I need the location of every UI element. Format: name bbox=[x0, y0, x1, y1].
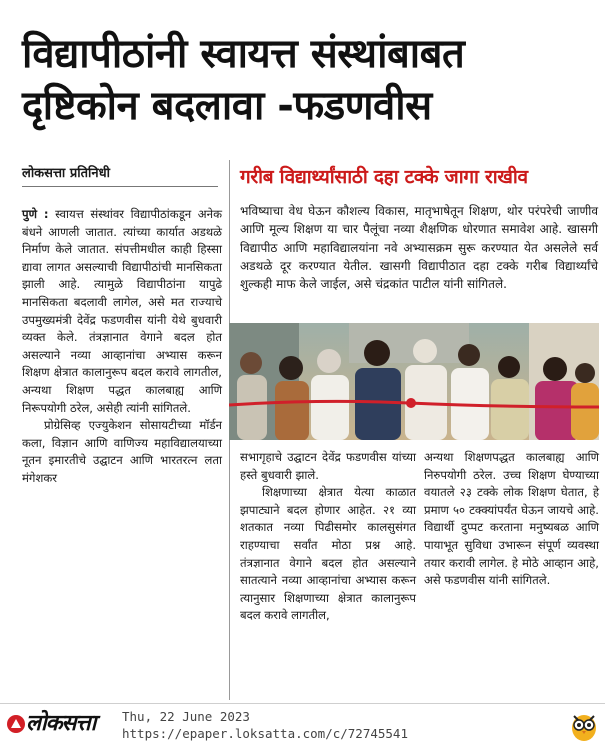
footer bbox=[0, 703, 605, 746]
article-column-2 bbox=[240, 449, 416, 625]
loksatta-logo bbox=[6, 712, 116, 738]
epaper-url[interactable]: https://epaper.loksatta.com/c/72745541 bbox=[122, 726, 408, 741]
publication-meta bbox=[122, 708, 408, 742]
byline: लोकसत्ता प्रतिनिधी bbox=[22, 163, 218, 187]
paragraph-2: प्रोग्रेसिव्ह एज्युकेशन सोसायटीच्या मॉर्डन कला, विज्ञान आणि वाणिज्य महाविद्यालयाच्या नूतन इमारतीचे उद्घाटन आणि भारतरत्न लता मंगेशकर bbox=[22, 418, 222, 485]
paragraph-3: सभागृहाचे उद्घाटन देवेंद्र फडणवीस यांच्या हस्ते बुधवारी झाले. bbox=[240, 450, 416, 482]
headline-line-1: विद्यापीठांनी स्वायत्त संस्थांबाबत bbox=[22, 31, 465, 77]
paragraph-5: अन्यथा शिक्षणपद्धत कालबाह्य आणि निरुपयोगी ठरेल. उच्च शिक्षण घेण्याच्या वयातले २३ टक्के लोक शिक्षण घेतात, हे प्रमाण ५० टक्क्यांपर्यंत घेऊन जायचे आहे. विद्यार्थी दुप्पट करताना मनुष्यबळ आणि पायाभूत सुविधा उभारून संपूर्ण व्यवस्था तयार करावी लागेल. हे मोठे आव्हान आहे, असे फडणवीस यांनी सांगितले. bbox=[424, 450, 599, 588]
intro-paragraph: भविष्याचा वेध घेऊन कौशल्य विकास, मातृभाषेतून शिक्षण, थोर परंपरेची जाणीव आणि मूल्य शिक्षण या चार पैलूंचा नव्या शैक्षणिक धोरणात समावेश आहे. खासगी विद्यापीठ आणि महाविद्यालयांना नवे अभ्यासक्रम सुरू करण्यात येत असलेले सर्व अडथळे दूर करण्यात येतील. खासगी विद्यापीठात दहा टक्के गरीब विद्यार्थ्यांचे शुल्कही माफ केले जाईल, असे चंद्रकांत पाटील यांनी सांगितले. bbox=[240, 204, 598, 292]
event-photo bbox=[229, 323, 599, 440]
article-column-3 bbox=[424, 449, 599, 590]
owl-icon bbox=[570, 710, 598, 742]
logo-text: लोकसत्ता bbox=[26, 711, 96, 736]
dateline: पुणे : bbox=[22, 207, 49, 221]
paragraph-1 bbox=[22, 206, 222, 417]
article-column-1 bbox=[22, 206, 222, 488]
subheadline: गरीब विद्यार्थ्यांसाठी दहा टक्के जागा राखीव bbox=[240, 166, 528, 188]
paragraph-4: शिक्षणाच्या क्षेत्रात येत्या काळात झपाट्याने बदल होणार आहेत. २१ व्या शतकात नव्या पिढीसमोर कालसुसंगत राहण्याचा सर्वांत मोठा प्रश्न आहे. तंत्रज्ञानात वेगाने बदल होत असल्याने सातत्याने नव्या आव्हानांचा अभ्यास करून त्यानुसार शिक्षणाच्या क्षेत्रात कालानुरूप बदल करावे लागतील, bbox=[240, 485, 416, 623]
ribbon-cutting-photo bbox=[229, 323, 599, 440]
headline-line-2: दृष्टिकोन बदलावा -फडणवीस bbox=[22, 83, 432, 129]
paragraph-1-text: स्वायत्त संस्थांवर विद्यापीठांकडून अनेक बंधने आणली जातात. त्यांच्या कार्यात अडथळे निर्माण केले जातात. संपत्तीमधील काही हिस्सा द्यावा लागत असल्याची विद्यापीठांची मानसिकता झाली आहे. त्यामुळे विद्यापीठांना यापुढे मानसिकता बदलावी लागेल, असे मत राज्याचे उपमुख्यमंत्री देवेंद्र फडणवीस यांनी येथे बुधवारी व्यक्त केले. तंत्रज्ञानात वेगाने बदल होत असल्याने नव्या आव्हानांचा अभ्यास करून शिक्षण क्षेत्रात कालानुरूप बदल करावे लागतील, अन्यथा शिक्षण पद्धत कालबाह्य आणि निरूपयोगी ठरेल, असेही त्यांनी सांगितले. bbox=[22, 207, 222, 415]
loksatta-logo-icon bbox=[6, 714, 26, 734]
publication-date: Thu, 22 June 2023 bbox=[122, 709, 250, 724]
headline bbox=[22, 28, 597, 132]
